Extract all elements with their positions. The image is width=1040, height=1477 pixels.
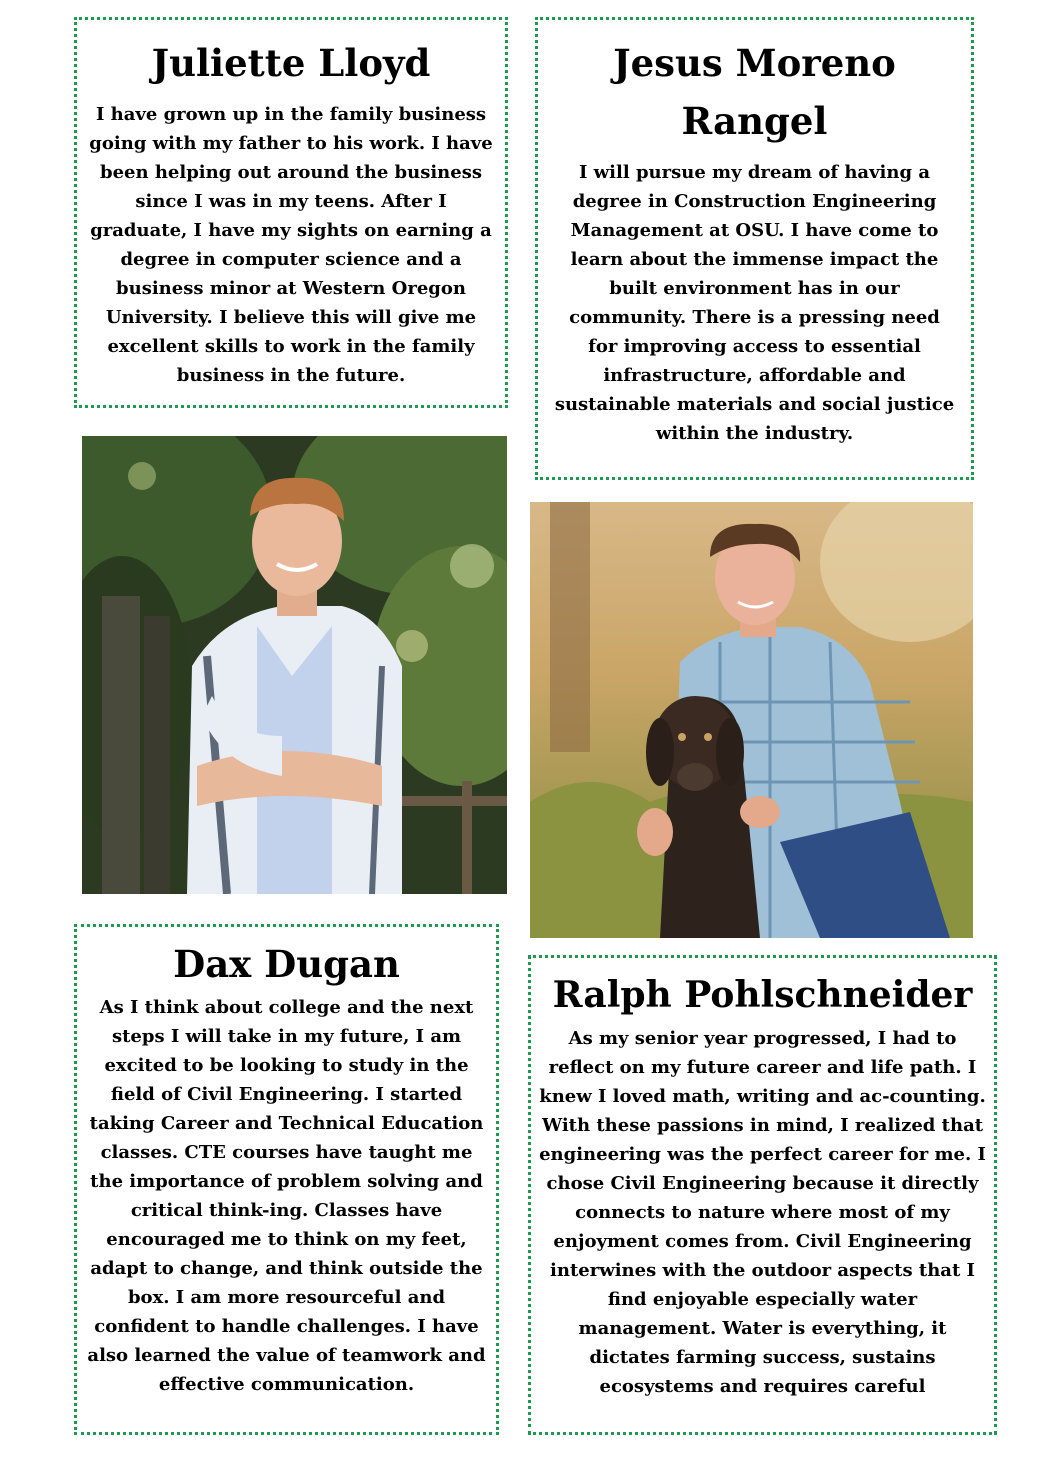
- profile-card-ralph-pohlschneider: [528, 955, 997, 1435]
- photo-ralph-pohlschneider: [530, 502, 973, 938]
- portrait-graphic: [530, 502, 973, 938]
- profile-card-dax-dugan: [74, 924, 499, 1435]
- portrait-graphic: [82, 436, 507, 894]
- profile-card-juliette-lloyd: [74, 17, 508, 408]
- profile-card-jesus-moreno-rangel: [535, 17, 974, 480]
- profile-name: Juliette Lloyd: [151, 41, 431, 85]
- profile-name: Jesus Moreno Rangel: [613, 41, 896, 143]
- profile-bio: I have grown up in the family business going with my father to his work. I have been helping out around the business since I was in my teens. After I graduate, I have my sights on earning a degree in computer science and a business minor at Western Oregon University. I believe this will give me excellent skills to work in the family business in the future.: [89, 104, 493, 386]
- profile-bio: As my senior year progressed, I had to reflect on my future career and life path. I knew I loved math, writing and ac-counting. With these passions in mind, I realized that engineering was the perfect career for me. I chose Civil Engineering because it directly connects to nature where most of my enjoyment comes from. Civil Engineering interwines with the outdoor aspects that I find enjoyable especially water management. Water is everything, it dictates farming success, sustains ecosystems and requires careful: [539, 1028, 986, 1397]
- photo-dax-dugan: [82, 436, 507, 894]
- profile-bio: As I think about college and the next steps I will take in my future, I am excited to be looking to study in the field of Civil Engineering. I started taking Career and Technical Education classes. CTE courses have taught me the importance of problem solving and critical think-ing. Classes have encouraged me to think on my feet, adapt to change, and think outside the box. I am more resourceful and confident to handle challenges. I have also learned the value of teamwork and effective communication.: [87, 997, 486, 1395]
- profile-name: Ralph Pohlschneider: [552, 974, 973, 1016]
- profile-name: Dax Dugan: [173, 942, 400, 986]
- profile-bio: I will pursue my dream of having a degree in Construction Engineering Management at OSU. I have come to learn about the immense impact the built environment has in our community. There is a pressing need for improving access to essential infrastructure, affordable and sustainable materials and social justice within the industry.: [554, 162, 955, 444]
